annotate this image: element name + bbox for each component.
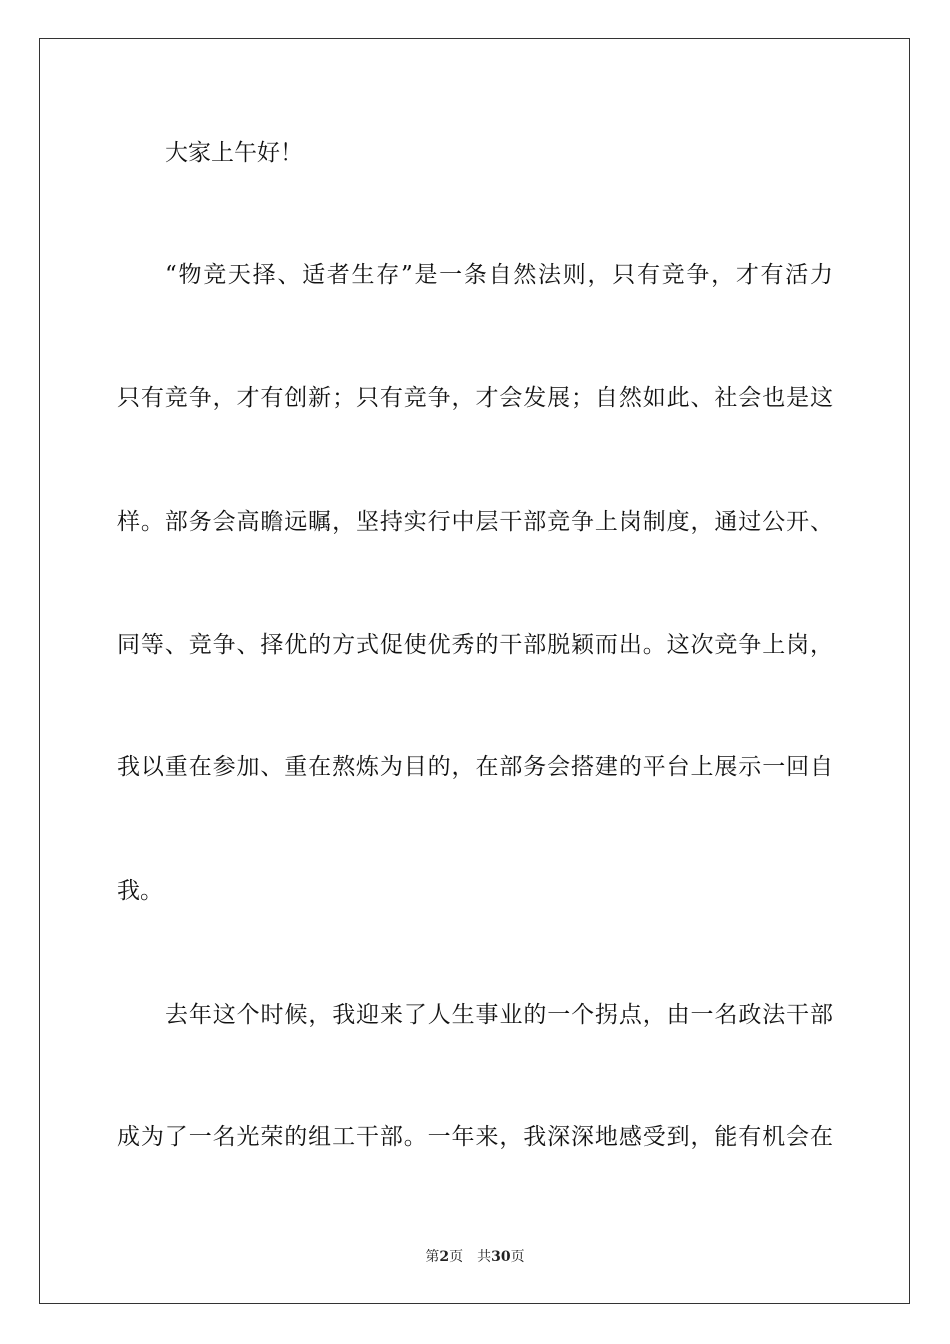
page-footer: [0, 1248, 950, 1266]
text-line-5: 同等、竞争、择优的方式促使优秀的干部脱颖而出。这次竞争上岗，: [117, 632, 833, 658]
page-border: [39, 38, 910, 1304]
text-line-2: “物竞天择、适者生存”是一条自然法则，只有竞争，才有活力: [165, 262, 833, 288]
text-line-9: 成为了一名光荣的组工干部。一年来，我深深地感受到，能有机会在: [117, 1124, 833, 1150]
page-prefix: 第: [425, 1249, 440, 1265]
page-suffix: 页: [449, 1249, 464, 1265]
text-line-4: 样。部务会高瞻远瞩，坚持实行中层干部竞争上岗制度，通过公开、: [117, 509, 833, 535]
total-suffix: 页: [510, 1249, 525, 1265]
text-line-6: 我以重在参加、重在熬炼为目的，在部务会搭建的平台上展示一回自: [117, 754, 833, 780]
text-line-8: 去年这个时候，我迎来了人生事业的一个拐点，由一名政法干部: [165, 1002, 833, 1028]
total-page-count: 30: [491, 1249, 511, 1265]
text-line-3: 只有竞争，才有创新；只有竞争，才会发展；自然如此、社会也是这: [117, 385, 833, 411]
total-prefix: 共: [477, 1249, 492, 1265]
text-line-1: 大家上午好！: [165, 140, 303, 166]
current-page-number: 2: [439, 1249, 450, 1265]
text-line-7: 我。: [117, 878, 163, 904]
